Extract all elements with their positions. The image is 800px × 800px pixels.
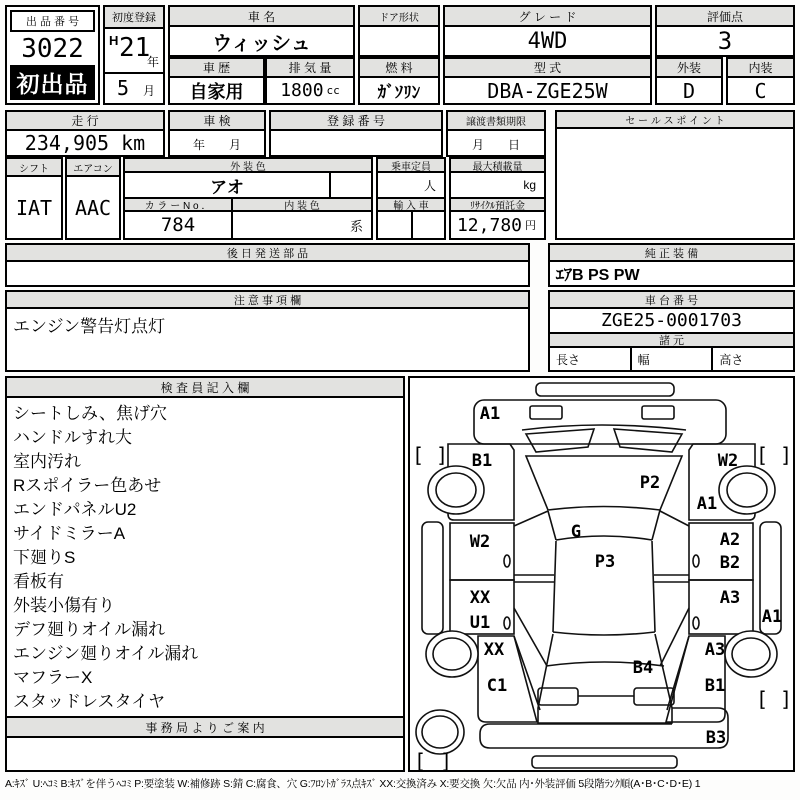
score-box — [655, 5, 795, 57]
shift-box — [5, 157, 63, 240]
spec-width-label: 幅 — [632, 348, 714, 370]
factory-equipment-value: ｴｱB PS PW — [556, 267, 640, 284]
front-bumper — [474, 400, 726, 444]
inspector-note: サイドミラーA — [13, 524, 126, 543]
lot-number: 3022 — [21, 33, 84, 64]
spec-length-label: 長さ — [550, 348, 632, 370]
shaken-value: 年 月 — [192, 138, 241, 152]
damage-label-B1: B1 — [704, 676, 726, 696]
damage-label-B4: B4 — [632, 658, 654, 678]
month-unit: 月 — [142, 84, 155, 98]
first-registration-year — [105, 29, 163, 74]
door-shape-box — [358, 5, 440, 57]
damage-diagram-box — [408, 376, 795, 772]
inspector-note: スタッドレスタイヤ — [13, 692, 166, 711]
grade-box — [443, 5, 652, 57]
spec-label: 諸 元 — [550, 332, 793, 348]
taillight-left — [538, 688, 578, 705]
inspector-note: 外装小傷有り — [13, 596, 115, 615]
recycle-fee-unit: 円 — [525, 220, 536, 232]
office-notice-value — [7, 738, 403, 770]
transfer-docs-value: 月 日 — [471, 138, 520, 152]
cautions-box — [5, 290, 530, 372]
interior-color-label: 内 装 色 — [231, 197, 373, 212]
displacement-number: 1800 — [280, 80, 324, 101]
car-damage-map — [410, 378, 793, 770]
exterior-grade: D — [682, 78, 696, 103]
reg-month: 5 — [117, 76, 130, 100]
damage-label-B3: B3 — [705, 728, 727, 748]
shaken-box — [168, 110, 266, 157]
front-plate-right — [642, 406, 674, 419]
factory-equipment-label: 純 正 装 備 — [550, 245, 793, 262]
model-code-value: DBA-ZGE25W — [487, 78, 608, 103]
car-name-label: 車 名 — [170, 7, 353, 27]
damage-label-A2: A2 — [719, 530, 741, 550]
shaken-label: 車 検 — [170, 112, 264, 131]
damage-label-C1: C1 — [486, 676, 508, 696]
displacement-value — [267, 78, 353, 103]
import-car-label: 輸 入 車 — [376, 197, 446, 212]
later-shipped-parts-label: 後 日 発 送 部 品 — [7, 245, 528, 262]
model-code-label: 型 式 — [445, 59, 650, 78]
damage-label-XX: XX — [469, 588, 491, 608]
cautions-value: エンジン警告灯点灯 — [13, 317, 166, 336]
inspector-note: デフ廻りオイル漏れ — [13, 620, 166, 639]
damage-label-P3: P3 — [594, 552, 616, 572]
grade-value: 4WD — [527, 28, 568, 54]
first-listing-badge: 初出品 — [10, 65, 95, 100]
exterior-color-value: アオ — [123, 171, 331, 199]
spec-row — [550, 348, 793, 370]
first-registration-month — [105, 74, 163, 103]
legend-text: A:ｷｽﾞ U:ﾍｺﾐ B:ｷｽﾞを伴うﾍｺﾐ P:要塗装 W:補修跡 S:錆 C:腐食、穴 G:ﾌﾛﾝﾄｶﾞﾗｽ点ｷｽﾞ XX:交換済み X:要交換 欠:欠品 内･外装評価 5段階ﾗﾝｸ順(A･B･C･D･E) 1 — [5, 778, 701, 790]
model-code-box — [443, 57, 652, 105]
recycle-fee-label: ﾘｻｲｸﾙ預託金 — [449, 197, 546, 212]
damage-label-W2: W2 — [469, 532, 491, 552]
headlight-right — [614, 429, 682, 452]
exterior-color-label: 外 装 色 — [123, 157, 373, 173]
damage-label-B2: B2 — [719, 553, 741, 573]
door-handle-rl — [504, 617, 510, 629]
rear-bumper — [480, 708, 728, 748]
grade-label: グ レ ー ド — [445, 7, 650, 27]
damage-label-XX: XX — [483, 640, 505, 660]
rocker-left — [422, 522, 443, 634]
inspector-notes — [13, 402, 399, 712]
damage-label-U1: U1 — [469, 613, 491, 633]
bracket-mark: [ — [413, 749, 427, 770]
rear-bumper-strip — [532, 756, 677, 768]
damage-label-A3: A3 — [704, 640, 726, 660]
bracket-mark: ] — [779, 443, 793, 467]
chassis-number-value: ZGE25-0001703 — [601, 310, 742, 331]
recycle-fee-value — [449, 210, 546, 240]
spec-height-label: 高さ — [719, 352, 744, 367]
front-grille-strip — [536, 383, 674, 396]
chassis-number-box — [548, 290, 795, 372]
first-registration-box — [103, 5, 165, 105]
cautions-label: 注 意 事 項 欄 — [7, 292, 528, 309]
payload-label: 最大積載量 — [449, 157, 546, 173]
inspector-note: シートしみ、焦げ穴 — [13, 404, 168, 423]
inspector-note: Rスポイラー色あせ — [13, 476, 162, 495]
car-name-box — [168, 5, 355, 57]
hood-edge — [522, 425, 686, 430]
sales-point-label: セ ー ル ス ポ イ ン ト — [557, 112, 793, 129]
bracket-mark: ] — [779, 687, 793, 711]
inspector-note: エンジン廻りオイル漏れ — [13, 644, 199, 663]
bracket-mark: ] — [435, 443, 449, 467]
mileage-box — [5, 110, 165, 157]
rear-hatch — [538, 634, 672, 723]
era-letter: H — [109, 33, 119, 48]
import-cell-divider — [411, 212, 413, 238]
door-handle-fr — [693, 555, 699, 567]
bracket-mark: ] — [439, 749, 453, 770]
mileage-label: 走 行 — [7, 112, 163, 131]
a-pillars — [514, 511, 689, 526]
front-plate-left — [530, 406, 562, 419]
import-car-value — [376, 210, 446, 240]
score-value: 3 — [717, 27, 733, 55]
recycle-fee-number: 12,780 — [456, 214, 522, 236]
fuel-box — [358, 57, 440, 105]
exterior-grade-box — [655, 57, 723, 105]
transfer-docs-label: 譲渡書類期限 — [448, 112, 544, 131]
fuel-label: 燃 料 — [360, 59, 438, 78]
exterior-label: 外装 — [657, 59, 721, 78]
first-registration-label: 初度登録 — [105, 7, 163, 29]
bracket-mark: [ — [755, 443, 769, 467]
registration-number-label: 登 録 番 号 — [271, 112, 441, 131]
damage-label-A1: A1 — [696, 494, 718, 514]
shift-value: IAT — [15, 195, 53, 220]
cowl-panel — [548, 510, 660, 540]
inspector-note: エンドパネルU2 — [13, 500, 137, 519]
door-shape-label: ドア形状 — [360, 7, 438, 27]
capacity-value: 人 — [376, 171, 446, 199]
headlight-left — [526, 429, 594, 452]
damage-label-P2: P2 — [639, 473, 661, 493]
payload-value: kg — [449, 171, 546, 199]
registration-number-box — [269, 110, 443, 157]
interior-grade-box — [726, 57, 795, 105]
aircon-value: AAC — [74, 195, 112, 220]
year-unit: 年 — [146, 55, 159, 69]
chassis-number-label: 車 台 番 号 — [550, 292, 793, 309]
displacement-box — [265, 57, 355, 105]
score-label: 評価点 — [657, 7, 793, 27]
fuel-value: ｶﾞｿﾘﾝ — [377, 83, 421, 102]
interior-label: 内装 — [728, 59, 793, 78]
lot-label: 出 品 番 号 — [10, 10, 95, 32]
inspector-note: 看板有 — [13, 572, 64, 591]
later-shipped-parts-box — [5, 243, 530, 287]
inspector-note: 室内汚れ — [13, 452, 81, 471]
damage-label-G: G — [570, 522, 582, 542]
office-notice-label: 事 務 局 よ り ご 案 内 — [7, 716, 403, 738]
interior-grade: C — [754, 78, 767, 103]
damage-label-A3: A3 — [719, 588, 741, 608]
shift-label: シフト — [7, 159, 61, 177]
lot-box — [5, 5, 100, 105]
color-no-value: 784 — [123, 210, 233, 240]
mileage-value: 234,905 km — [24, 131, 146, 155]
inspector-note: 下廻りS — [13, 548, 76, 567]
displacement-label: 排 気 量 — [267, 59, 353, 78]
damage-label-A1: A1 — [479, 404, 501, 424]
color-no-label: カ ラ ー N o ． — [123, 197, 233, 212]
aircon-label: エアコン — [67, 159, 119, 177]
interior-color-value: 系 — [231, 210, 373, 240]
bracket-mark: [ — [411, 443, 425, 467]
inspector-note: マフラーX — [13, 668, 93, 687]
damage-label-W2: W2 — [717, 451, 739, 471]
car-name: ウィッシュ — [212, 32, 311, 55]
capacity-label: 乗車定員 — [376, 157, 446, 173]
reg-year: 21 — [119, 33, 151, 63]
inspector-box — [5, 376, 405, 772]
damage-label-B1: B1 — [471, 451, 493, 471]
displacement-unit: cc — [326, 84, 340, 97]
door-handle-fl — [504, 555, 510, 567]
factory-equipment-box — [548, 243, 795, 287]
damage-label-A1: A1 — [761, 607, 783, 627]
inspector-label: 検 査 員 記 入 欄 — [7, 378, 403, 398]
b-pillars — [514, 575, 689, 582]
aircon-box — [65, 157, 121, 240]
inspector-note: ハンドルすれ大 — [13, 428, 132, 447]
door-handle-rr — [693, 617, 699, 629]
exterior-color-extra-cell — [329, 171, 373, 199]
bracket-mark: [ — [755, 687, 769, 711]
history-value: 自家用 — [189, 81, 244, 102]
sales-point-box — [555, 110, 795, 240]
transfer-docs-box — [446, 110, 546, 157]
history-box — [168, 57, 265, 105]
history-label: 車 歴 — [170, 59, 263, 78]
